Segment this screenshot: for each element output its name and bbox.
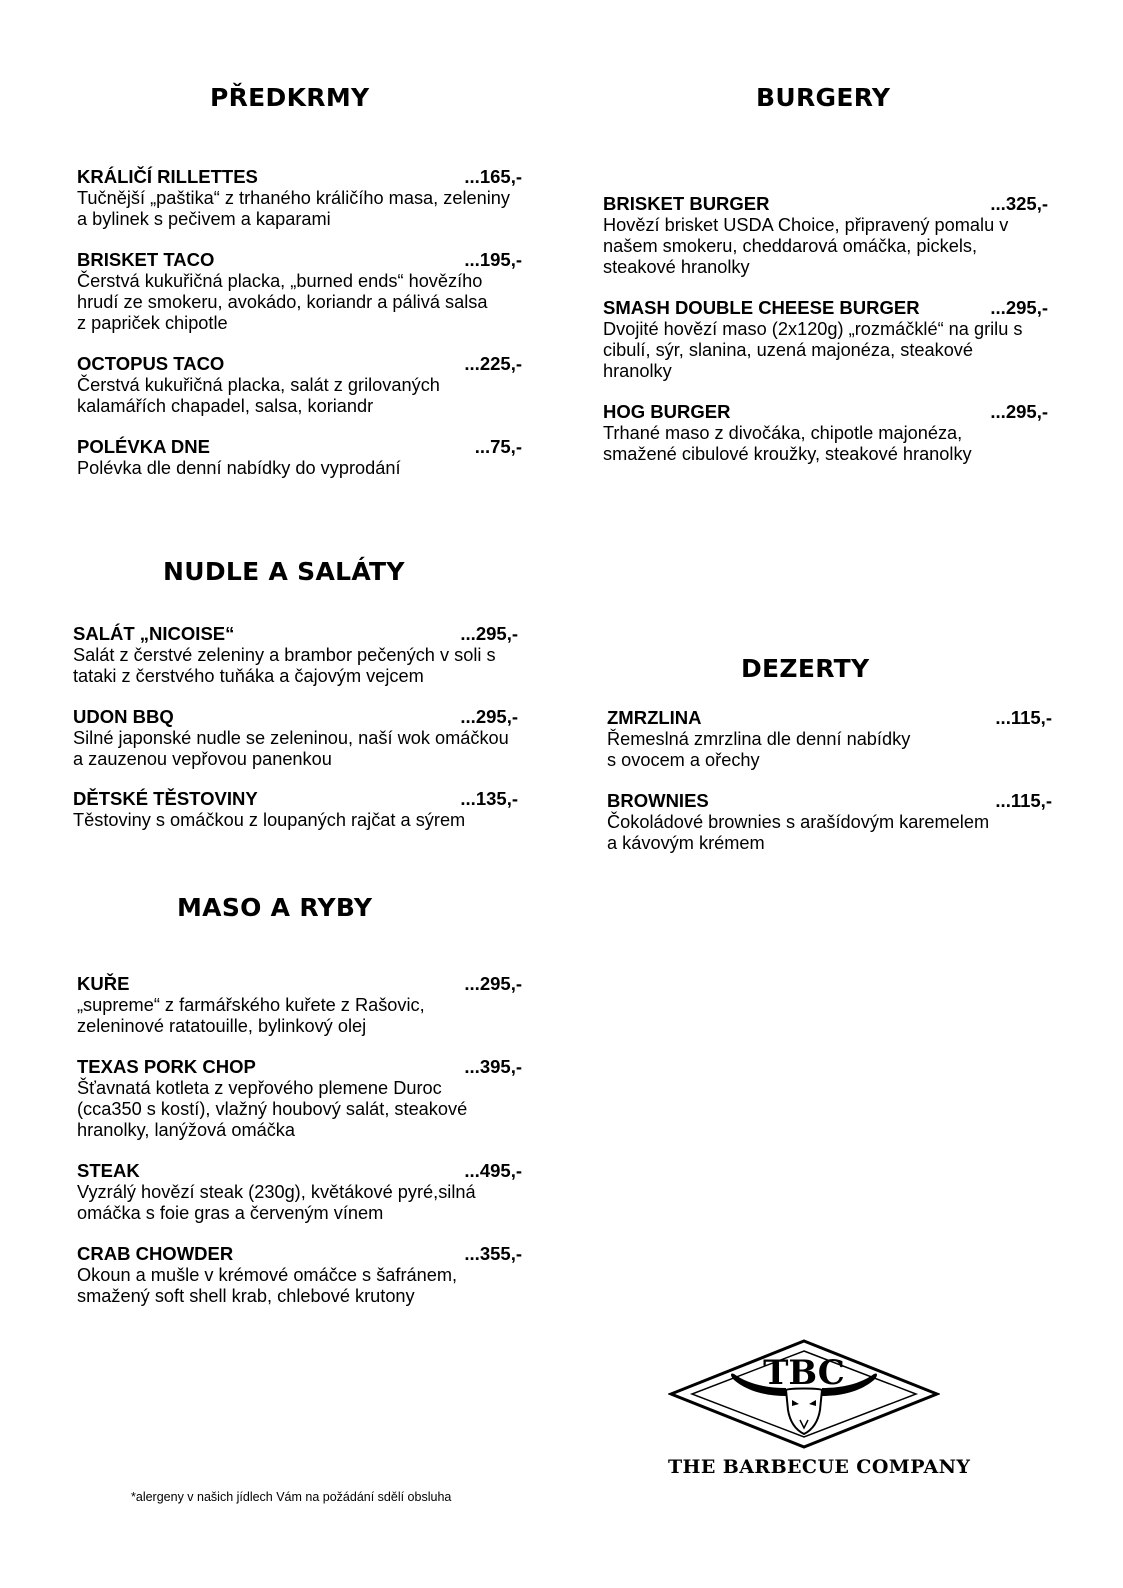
- section-title-nudle: NUDLE A SALÁTY: [163, 557, 405, 586]
- item-price: ...355,-: [464, 1243, 522, 1264]
- item-price: ...75,-: [474, 436, 522, 457]
- menu-item: [73, 788, 518, 831]
- item-description: Trhané maso z divočáka, chipotle majonéza, smažené cibulové kroužky, steakové hranolky: [603, 423, 972, 464]
- allergen-footnote: *alergeny v našich jídlech Vám na požádání sdělí obsluha: [131, 1490, 452, 1504]
- menu-item: [73, 623, 518, 687]
- item-price: ...135,-: [460, 788, 518, 809]
- item-price: ...395,-: [464, 1056, 522, 1077]
- item-description: Polévka dle denní nabídky do vyprodání: [77, 458, 401, 478]
- item-name: OCTOPUS TACO: [77, 353, 225, 374]
- item-price: ...295,-: [460, 706, 518, 727]
- item-description: „supreme“ z farmářského kuřete z Rašovic, zeleninové ratatouille, bylinkový olej: [77, 995, 425, 1036]
- item-name: SALÁT „NICOISE“: [73, 623, 235, 644]
- item-name: CRAB CHOWDER: [77, 1243, 234, 1264]
- item-description: Čokoládové brownies s arašídovým karemelem a kávovým krémem: [607, 812, 990, 853]
- menu-item: [77, 1056, 522, 1141]
- item-price: ...295,-: [990, 297, 1048, 318]
- item-description: Hovězí brisket USDA Choice, připravený pomalu v našem smokeru, cheddarová omáčka, pickels, steakové hranolky: [603, 215, 1009, 277]
- item-name: TEXAS PORK CHOP: [77, 1056, 256, 1077]
- section-title-predkrmy: PŘEDKRMY: [210, 83, 370, 112]
- item-description: Šťavnatá kotleta z vepřového plemene Duroc (cca350 s kostí), vlažný houbový salát, steakové hranolky, lanýžová omáčka: [77, 1078, 468, 1140]
- item-description: Dvojité hovězí maso (2x120g) „rozmáčklé“ na grilu s cibulí, sýr, slanina, uzená majonéza, steakové hranolky: [603, 319, 1023, 381]
- menu-item: [77, 1160, 522, 1224]
- menu-item: [603, 297, 1048, 382]
- item-description: Salát z čerstvé zeleniny a brambor pečených v soli s tataki z čerstvého tuňáka a čajovým vejcem: [73, 645, 496, 686]
- item-name: POLÉVKA DNE: [77, 436, 210, 457]
- item-price: ...295,-: [464, 973, 522, 994]
- item-name: KRÁLIČÍ RILLETTES: [77, 166, 258, 187]
- item-name: KUŘE: [77, 973, 130, 994]
- item-price: ...115,-: [995, 790, 1052, 811]
- item-price: ...115,-: [995, 707, 1052, 728]
- company-logo: [668, 1338, 971, 1486]
- menu-item: [603, 193, 1048, 278]
- item-name: HOG BURGER: [603, 401, 731, 422]
- menu-item: [77, 973, 522, 1037]
- item-name: BROWNIES: [607, 790, 709, 811]
- item-name: BRISKET BURGER: [603, 193, 770, 214]
- item-description: Vyzrálý hovězí steak (230g), květákové pyré,silná omáčka s foie gras a červeným vínem: [77, 1182, 476, 1223]
- item-name: UDON BBQ: [73, 706, 174, 727]
- menu-item: [77, 249, 522, 334]
- item-description: Těstoviny s omáčkou z loupaných rajčat a sýrem: [73, 810, 466, 830]
- logo-monogram: TBC: [763, 1353, 845, 1393]
- item-name: DĚTSKÉ TĚSTOVINY: [73, 788, 258, 809]
- menu-item: [77, 436, 522, 479]
- item-price: ...325,-: [990, 193, 1048, 214]
- menu-item: [77, 1243, 522, 1307]
- item-description: Řemeslná zmrzlina dle denní nabídky s ovocem a ořechy: [607, 729, 911, 770]
- menu-item: [607, 790, 1052, 854]
- item-description: Čerstvá kukuřičná placka, salát z grilovaných kalamářích chapadel, salsa, koriandr: [77, 375, 440, 416]
- section-title-dezerty: DEZERTY: [741, 654, 870, 683]
- item-price: ...295,-: [990, 401, 1048, 422]
- logo-wordmark: THE BARBECUE COMPANY: [668, 1456, 971, 1478]
- section-title-maso: MASO A RYBY: [177, 893, 373, 922]
- item-description: Okoun a mušle v krémové omáčce s šafránem, smažený soft shell krab, chlebové krutony: [77, 1265, 458, 1306]
- item-price: ...295,-: [460, 623, 518, 644]
- section-title-burgery: BURGERY: [756, 83, 891, 112]
- menu-item: [77, 353, 522, 417]
- item-price: ...225,-: [464, 353, 522, 374]
- item-name: ZMRZLINA: [607, 707, 702, 728]
- item-description: Silné japonské nudle se zeleninou, naší wok omáčkou a zauzenou vepřovou panenkou: [73, 728, 509, 769]
- item-price: ...195,-: [464, 249, 522, 270]
- menu-item: [77, 166, 522, 230]
- menu-item: [73, 706, 518, 770]
- menu-item: [607, 707, 1052, 771]
- item-description: Tučnější „paštika“ z trhaného králičího masa, zeleniny a bylinek s pečivem a kaparami: [77, 188, 510, 229]
- item-price: ...165,-: [464, 166, 522, 187]
- menu-item: [603, 401, 1048, 465]
- bull-skull-icon: [668, 1338, 940, 1450]
- item-name: BRISKET TACO: [77, 249, 215, 270]
- item-name: STEAK: [77, 1160, 140, 1181]
- item-description: Čerstvá kukuřičná placka, „burned ends“ hovězího hrudí ze smokeru, avokádo, koriandr a pálivá salsa z papriček chipotle: [77, 271, 488, 333]
- item-price: ...495,-: [464, 1160, 522, 1181]
- item-name: SMASH DOUBLE CHEESE BURGER: [603, 297, 920, 318]
